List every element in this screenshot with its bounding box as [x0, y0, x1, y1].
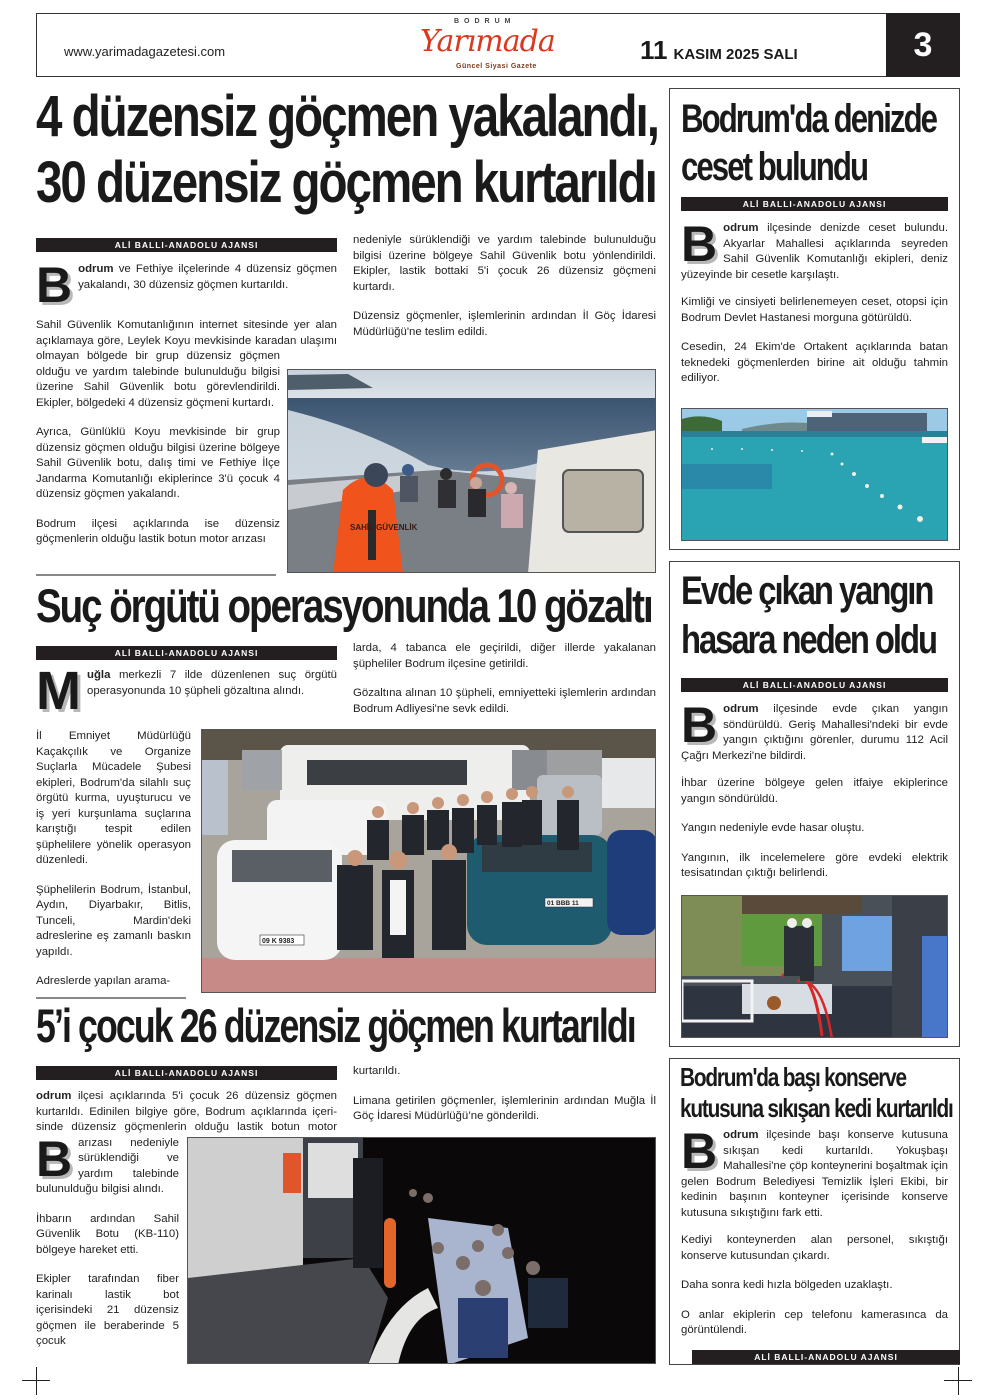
paragraph-a1-3: Bodrum ilçesi açıklarında ise düzensiz göçmenlerin olduğu lastik botun motor arızası	[36, 517, 280, 545]
date-day: 11	[640, 35, 668, 65]
photo-night-rescue	[187, 1137, 656, 1364]
paragraph-a3-3: Adreslerde yapılan arama-	[36, 975, 171, 987]
headline-a4-line2: hasara neden oldu	[681, 618, 936, 662]
headline-a3: Suç örgütü operasyonunda 10 gözaltı	[36, 579, 652, 632]
byline-a5: ALİ BALLI-ANADOLU AJANSI	[36, 1066, 337, 1080]
article-a1-col2	[353, 233, 656, 354]
night-rescue-image	[188, 1138, 656, 1364]
lead-a4	[681, 702, 948, 764]
lead-a3	[36, 668, 337, 712]
crop-mark	[36, 1367, 37, 1395]
crop-mark	[944, 1380, 972, 1381]
paragraph-a5-1: sinde düzensiz göçmenlerin olduğu lastik botun motor arızası nedeniyle sürüklendiği ve yardım talebinde bulunulduğu bilgisi alındı.	[36, 1121, 337, 1195]
coast-guard-boat-image	[288, 370, 656, 573]
drop-cap-a1: B	[36, 262, 73, 306]
paragraph-a4-1: İhbar üzerine bölgeye gelen itfaiye ekiplerince yangın söndürüldü.	[681, 777, 948, 805]
lead-bold-a2: odrum	[723, 222, 759, 234]
byline-a2: ALİ BALLI-ANADOLU AJANSI	[681, 197, 948, 211]
plate-teal-car: 01 BBB 11	[547, 900, 579, 907]
lead-bold-a6: odrum	[723, 1129, 759, 1141]
lead-bold-a1: odrum	[78, 263, 114, 275]
drop-cap-a3: M	[36, 668, 81, 712]
paragraph-a6-3: O anlar ekiplerin cep telefonu kamerasınca da görüntülendi.	[681, 1308, 948, 1336]
paragraph-a3-col2-1: larda, 4 tabanca ele geçirildi, diğer illerde yakalanan şüpheliler Bodrum ilçesine getirildi.	[353, 642, 656, 670]
lead-a6	[681, 1128, 948, 1221]
drop-cap-a6: B	[681, 1128, 718, 1179]
paragraph-a2-1: Kimliği ve cinsiyeti belirlenemeyen ceset, otopsi için Bodrum Devlet Hastanesi morguna götürüldü.	[681, 296, 948, 324]
house-fire-image	[682, 896, 948, 1038]
website-url[interactable]: www.yarimadagazetesi.com	[64, 44, 226, 59]
lead-text-a3: merkezli 7 ilde düzenlenen suç örgütü operasyonunda 10 şüpheli gözaltına alındı.	[86, 669, 337, 697]
lead-text-a2: ilçesinde denizde ceset bulundu. Akyarlar Mahallesi açıklarında seyreden Sahil Güvenlik Komutanlığı ekipleri, deniz yüzeyinde bir cesetle karşılaştı.	[681, 222, 948, 281]
paragraph-a3-col2-2: Gözaltına alınan 10 şüpheli, emniyetteki işlemlerin ardından Bodrum Adliyesi'ne sevk edildi.	[353, 687, 656, 715]
article-a6-body	[681, 1128, 948, 1346]
lead-text-a5: ilçesi açıklarında 5'i çocuk 26 düzensiz göçmen kurtarıldı. Edinilen bilgiye göre, Bodrum açıklarında içeri-	[36, 1090, 337, 1118]
paragraph-a1-2: Ayrıca, Günlüklü Koyu mevkisinde bir grup düzensiz göçmen olduğu bilgisi üzerine bölgeye Sahil Güvenlik botu, dalış timi ve Fethiye İlçe Jandarma Komutanlığı ekiplerince 3'ü çocuk 4 düzensiz göçmen yakalandı.	[36, 426, 280, 500]
headline-a4-line1: Evde çıkan yangın	[681, 569, 933, 613]
paragraph-a5-col2-1: kurtarıldı.	[353, 1065, 401, 1077]
headline-a1-line1: 4 düzensiz göçmen yakalandı,	[36, 84, 658, 149]
byline-a3: ALİ BALLI-ANADOLU AJANSI	[36, 646, 337, 660]
lead-bold-a3: uğla	[86, 669, 111, 681]
article-a3-lead	[36, 668, 337, 724]
lead-a2	[681, 221, 948, 283]
headline-a2-line1: Bodrum'da denizde	[681, 97, 937, 141]
byline-a1: ALİ BALLI-ANADOLU AJANSI	[36, 238, 337, 252]
lead-bold-a4: odrum	[723, 703, 759, 715]
sea-image	[682, 409, 948, 541]
paragraph-a1-1b: göçmen olduğu ve yardım talebinde bulunulduğu bilgisi üzerine Sahil Güvenlik botu görevlendirildi. Ekipler, bölgedeki 4 düzensiz göçmeni kurtardı.	[36, 350, 280, 409]
paragraph-a1-col2-2: Düzensiz göçmenler, işlemlerinin ardından İl Göç İdaresi Müdürlüğü'ne teslim edildi.	[353, 310, 656, 338]
paragraph-a4-3: Yangının, ilk incelemelere göre evdeki elektrik tesisatından çıktığı belirlendi.	[681, 851, 948, 879]
logo-tagline: Güncel Siyasi Gazete	[456, 63, 537, 70]
article-a2-body	[681, 221, 948, 405]
paragraph-a1-1-text: Sahil Güvenlik Komutanlığının internet sitesinde yer alan açıklamaya göre, Leylek Koyu mevkisinde karadan ulaşımı olmayan bölgede bir grup düzensiz	[36, 319, 337, 362]
article-a5-col2	[353, 1064, 656, 1134]
paragraph-a6-2: Daha sonra kedi hızla bölgeden uzaklaştı.	[681, 1279, 893, 1291]
paragraph-a3-2: Şüphelilerin Bodrum, İstanbul, Aydın, Diyarbakır, Bitlis, Tunceli, Mardin'deki adreslerine eş zamanlı baskın yapıldı.	[36, 883, 191, 958]
logo-top-text: BODRUM	[454, 18, 516, 25]
lead-a1	[36, 262, 337, 306]
newspaper-logo	[420, 18, 595, 76]
paragraph-a5-2: İhbarın ardından Sahil Güvenlik Botu (KB-110) bölgeye hareket etti.	[36, 1212, 179, 1256]
crop-mark	[958, 1367, 959, 1395]
byline-a6: ALİ BALLI-ANADOLU AJANSI	[692, 1350, 960, 1364]
paragraph-a2-2: Cesedin, 24 Ekim'de Ortakent açıklarında batan teknedeki göçmenlerden birine ait olduğu tahmin ediliyor.	[681, 341, 948, 384]
paragraph-a4-2: Yangın nedeniyle evde hasar oluştu.	[681, 822, 865, 834]
lead-text-a4: ilçesinde evde çıkan yangın söndürüldü. Geriş Mahallesi'ndeki bir evde yangın çıktığını görenler, durumu 112 Acil Çağrı Merkezi'ne bildirdi.	[681, 703, 948, 762]
paragraph-a3-1: İl Emniyet Müdürlüğü Kaçakçılık ve Organize Suçlarla Mücadele Şubesi ekipleri, Bodrum'da silahlı suç örgütü kurma, uyuşturucu ve iş yeri kurşunlama suçlarına karıştığı tespit edilen şüphelilere yönelik operasyon düzenledi.	[36, 730, 191, 866]
headline-a2-line2: ceset bulundu	[681, 145, 868, 189]
byline-a4: ALİ BALLI-ANADOLU AJANSI	[681, 678, 948, 692]
photo-coast-guard-boat	[287, 369, 656, 573]
suspects-image	[202, 730, 656, 993]
lead-bold-a5: odrum	[36, 1090, 72, 1102]
page-number: 3	[886, 13, 960, 77]
plate-white-car: 09 K 9383	[262, 938, 295, 945]
crop-mark	[22, 1380, 50, 1381]
paragraph-a6-1: Kediyi konteynerden alan personel, sıkıştığı konserve kutusundan çıkardı.	[681, 1234, 948, 1262]
photo-sea-bodrum	[681, 408, 948, 541]
issue-date	[640, 35, 798, 66]
headline-a6-line1: Bodrum'da başı konserve	[680, 1062, 906, 1092]
drop-cap-a5: B	[36, 1131, 73, 1187]
article-divider	[36, 574, 276, 576]
lead-text-a1: ve Fethiye ilçelerinde 4 düzensiz göçmen yakalandı, 30 düzensiz göçmen kurtarıldı.	[78, 263, 337, 291]
article-a3-col2	[353, 641, 656, 731]
drop-cap-a2: B	[681, 221, 718, 272]
headline-a1-line2: 30 düzensiz göçmen kurtarıldı	[36, 150, 656, 215]
headline-a6-line2: kutusuna sıkışan kedi kurtarıldı	[680, 1093, 953, 1123]
headline-a5: 5’i çocuk 26 düzensiz göçmen kurtarıldı	[36, 999, 635, 1052]
paragraph-a5-3: Ekipler tarafından fiber karinalı lastik bot içerisindeki 21 düzensiz göçmen ile beraberinde 5 çocuk	[36, 1273, 179, 1347]
date-month-year-weekday: KASIM 2025 SALI	[673, 46, 798, 63]
paragraph-a1-col2-1: nedeniyle sürüklendiği ve yardım talebinde bulunulduğu bilgisi üzerine bölgeye Sahil Güvenlik botu yönlendirildi. Ekipler, lastik bottaki 5'i çocuk 26 düzensiz göçmeni kurtardı.	[353, 234, 656, 293]
photo-suspects-parking-lot	[201, 729, 656, 993]
drop-cap-a4: B	[681, 702, 718, 753]
vest-text: SAHİL GÜVENLİK	[350, 523, 418, 532]
lead-text-a6: ilçesinde başı konserve kutusuna sıkışan kedi kurtarıldı. Yokuşbaşı Mahallesi'ne çöp konteynerini boşaltmak için gelen Bodrum Belediyesi Temizlik İşleri Ekibi, bir kedinin başının konteyner içerisinde konserve kutusuna sıkıştığını fark etti.	[681, 1129, 948, 1219]
paragraph-a5-col2-2: Limana getirilen göçmenler, işlemlerinin ardından Muğla İl Göç İdaresi Müdürlüğü’ne gönderildi.	[353, 1094, 656, 1122]
article-a4-body	[681, 702, 948, 892]
photo-house-fire	[681, 895, 948, 1038]
logo-main-text: Yarımada	[420, 24, 555, 59]
article-a3-col1	[36, 729, 191, 990]
